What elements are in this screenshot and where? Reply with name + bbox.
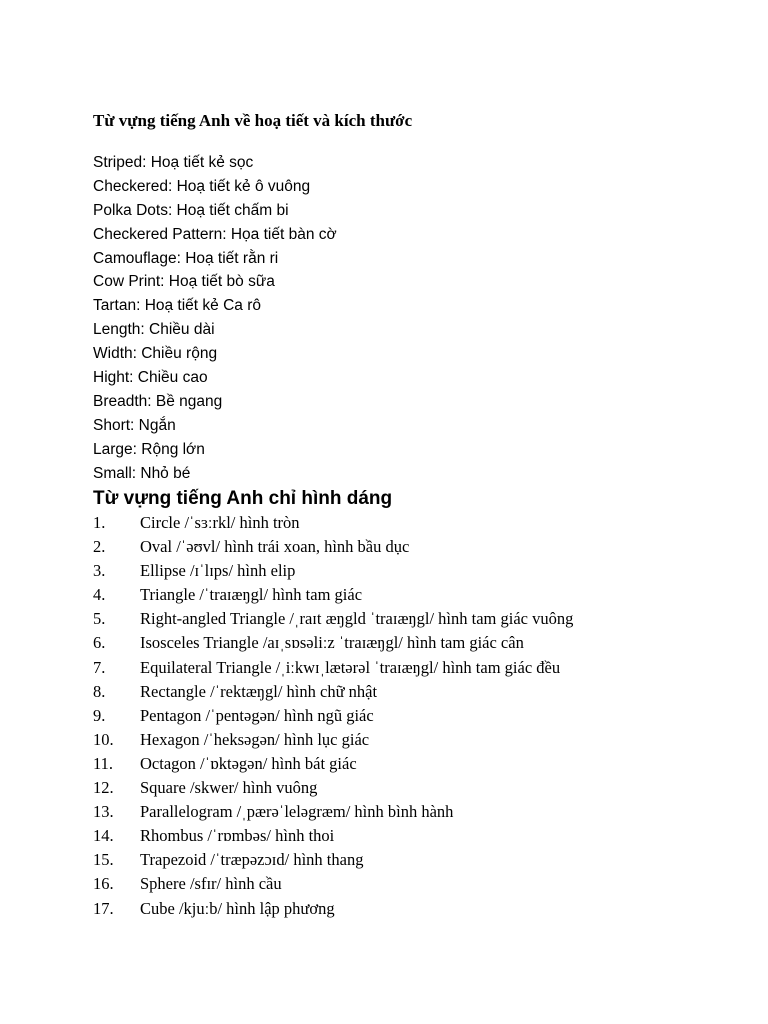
list-item xyxy=(93,752,573,776)
list-item: Checkered: Hoạ tiết kẻ ô vuông xyxy=(93,177,311,195)
list-item xyxy=(93,680,573,704)
item-number: 2. xyxy=(93,537,106,557)
list-item: Small: Nhỏ bé xyxy=(93,464,191,482)
list-item: Large: Rộng lớn xyxy=(93,440,205,458)
list-item: Striped: Hoạ tiết kẻ sọc xyxy=(93,154,254,171)
item-text: Octagon /ˈɒktəgən/ hình bát giác xyxy=(140,753,357,773)
item-text: Rhombus /ˈrɒmbəs/ hình thoi xyxy=(140,826,335,846)
list-item xyxy=(93,824,573,848)
item-text: Right-angled Triangle /ˌraɪt æŋgld ˈtraɪæŋgl/ hình tam giác vuông xyxy=(140,609,574,629)
item-number: 17. xyxy=(93,898,114,918)
item-text: Pentagon /ˈpentəgən/ hình ngũ giác xyxy=(140,705,374,725)
item-text: Hexagon /ˈheksəgən/ hình lục giác xyxy=(140,729,370,749)
list-item xyxy=(93,656,573,680)
list-item xyxy=(93,559,573,583)
item-number: 10. xyxy=(93,729,114,749)
list-item xyxy=(93,631,573,655)
list-item: Polka Dots: Hoạ tiết chấm bi xyxy=(93,201,289,219)
list-item: Hight: Chiều cao xyxy=(93,369,208,387)
list-item: Tartan: Hoạ tiết kẻ Ca rô xyxy=(93,297,261,315)
item-text: Isosceles Triangle /aɪˌsɒsəliːz ˈtraɪæŋgl/ hình tam giác cân xyxy=(140,633,524,653)
shapes-list xyxy=(93,511,573,921)
list-item: Breadth: Bề ngang xyxy=(93,392,223,410)
list-item xyxy=(93,583,573,607)
item-number: 8. xyxy=(93,681,106,701)
item-text: Cube /kjuːb/ hình lập phương xyxy=(140,898,335,918)
item-text: Triangle /ˈtraɪæŋgl/ hình tam giác xyxy=(140,585,363,605)
list-item: Cow Print: Hoạ tiết bò sữa xyxy=(93,273,275,291)
list-item: Length: Chiều dài xyxy=(93,321,215,339)
list-item: Camouflage: Hoạ tiết rằn ri xyxy=(93,249,279,267)
item-number: 14. xyxy=(93,826,114,846)
item-text: Square /skwer/ hình vuông xyxy=(140,778,318,798)
list-item xyxy=(93,800,573,824)
list-item xyxy=(93,535,573,559)
item-text: Sphere /sfɪr/ hình cầu xyxy=(140,874,282,894)
item-text: Rectangle /ˈrektæŋgl/ hình chữ nhật xyxy=(140,681,378,701)
item-number: 12. xyxy=(93,778,114,798)
list-item xyxy=(93,728,573,752)
item-text: Equilateral Triangle /ˌiːkwɪˌlætərəl ˈtraɪæŋgl/ hình tam giác đều xyxy=(140,657,561,677)
shapes-heading: Từ vựng tiếng Anh chỉ hình dáng xyxy=(93,488,393,509)
item-number: 7. xyxy=(93,657,106,677)
item-number: 15. xyxy=(93,850,114,870)
list-item: Short: Ngắn xyxy=(93,416,176,434)
item-text: Trapezoid /ˈtræpəzɔɪd/ hình thang xyxy=(140,850,364,870)
item-number: 5. xyxy=(93,609,106,629)
patterns-list xyxy=(93,151,337,485)
list-item xyxy=(93,897,573,921)
item-number: 9. xyxy=(93,705,106,725)
item-number: 16. xyxy=(93,874,114,894)
list-item xyxy=(93,511,573,535)
patterns-heading: Từ vựng tiếng Anh về hoạ tiết và kích thước xyxy=(93,111,413,130)
item-number: 11. xyxy=(93,753,114,773)
list-item: Width: Chiều rộng xyxy=(93,345,218,363)
list-item xyxy=(93,704,573,728)
list-item xyxy=(93,607,573,631)
list-item: Checkered Pattern: Họa tiết bàn cờ xyxy=(93,225,337,243)
item-number: 1. xyxy=(93,513,106,532)
list-item xyxy=(93,848,573,872)
list-item xyxy=(93,872,573,896)
item-number: 6. xyxy=(93,633,106,653)
item-text: Ellipse /ɪˈlɪps/ hình elip xyxy=(140,561,296,581)
item-text: Oval /ˈəʊvl/ hình trái xoan, hình bầu dục xyxy=(140,537,410,557)
item-number: 13. xyxy=(93,802,114,822)
item-number: 3. xyxy=(93,561,106,581)
item-number: 4. xyxy=(93,585,106,605)
item-text: Circle /ˈsɜːrkl/ hình tròn xyxy=(140,513,300,532)
list-item xyxy=(93,776,573,800)
item-text: Parallelogram /ˌpærəˈleləgræm/ hình bình hành xyxy=(140,802,454,822)
